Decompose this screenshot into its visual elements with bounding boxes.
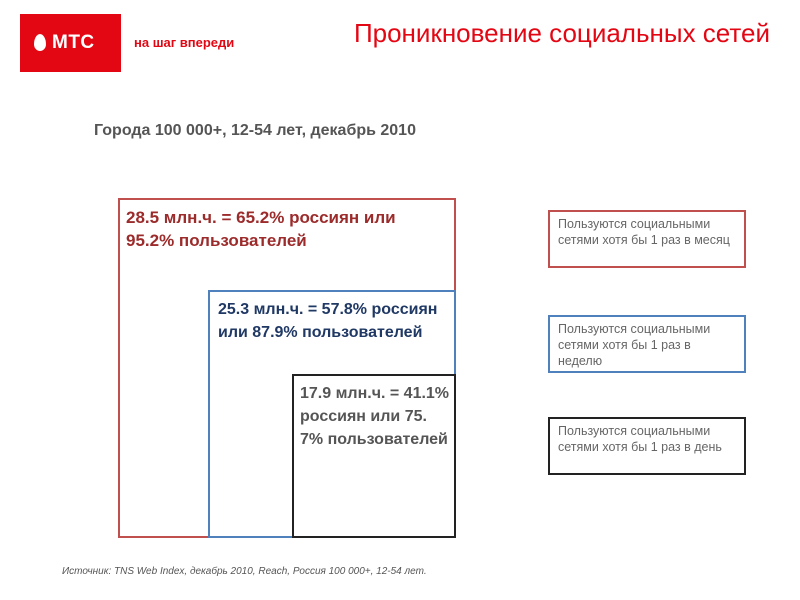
legend-weekly: Пользуются социальными сетями хотя бы 1 раз в неделю [548, 315, 746, 373]
mts-logo [20, 14, 121, 72]
slogan: на шаг впереди [134, 35, 235, 50]
source-note: Источник: TNS Web Index, декабрь 2010, Reach, Россия 100 000+, 12-54 лет. [62, 566, 427, 577]
monthly-users-text: 28.5 млн.ч. = 65.2% россиян или 95.2% пользователей [126, 208, 396, 250]
subtitle: Города 100 000+, 12-54 лет, декабрь 2010 [94, 122, 416, 139]
weekly-users-text: 25.3 млн.ч. = 57.8% россиян или 87.9% пользователей [218, 301, 438, 341]
legend-monthly: Пользуются социальными сетями хотя бы 1 раз в месяц [548, 210, 746, 268]
daily-users-text: 17.9 млн.ч. = 41.1% россиян или 75.7% пользователей [300, 385, 450, 448]
egg-icon [34, 34, 46, 51]
logo-text: МТС [52, 32, 95, 53]
legend-daily: Пользуются социальными сетями хотя бы 1 раз в день [548, 417, 746, 475]
page-title: Проникновение социальных сетей [353, 18, 770, 48]
